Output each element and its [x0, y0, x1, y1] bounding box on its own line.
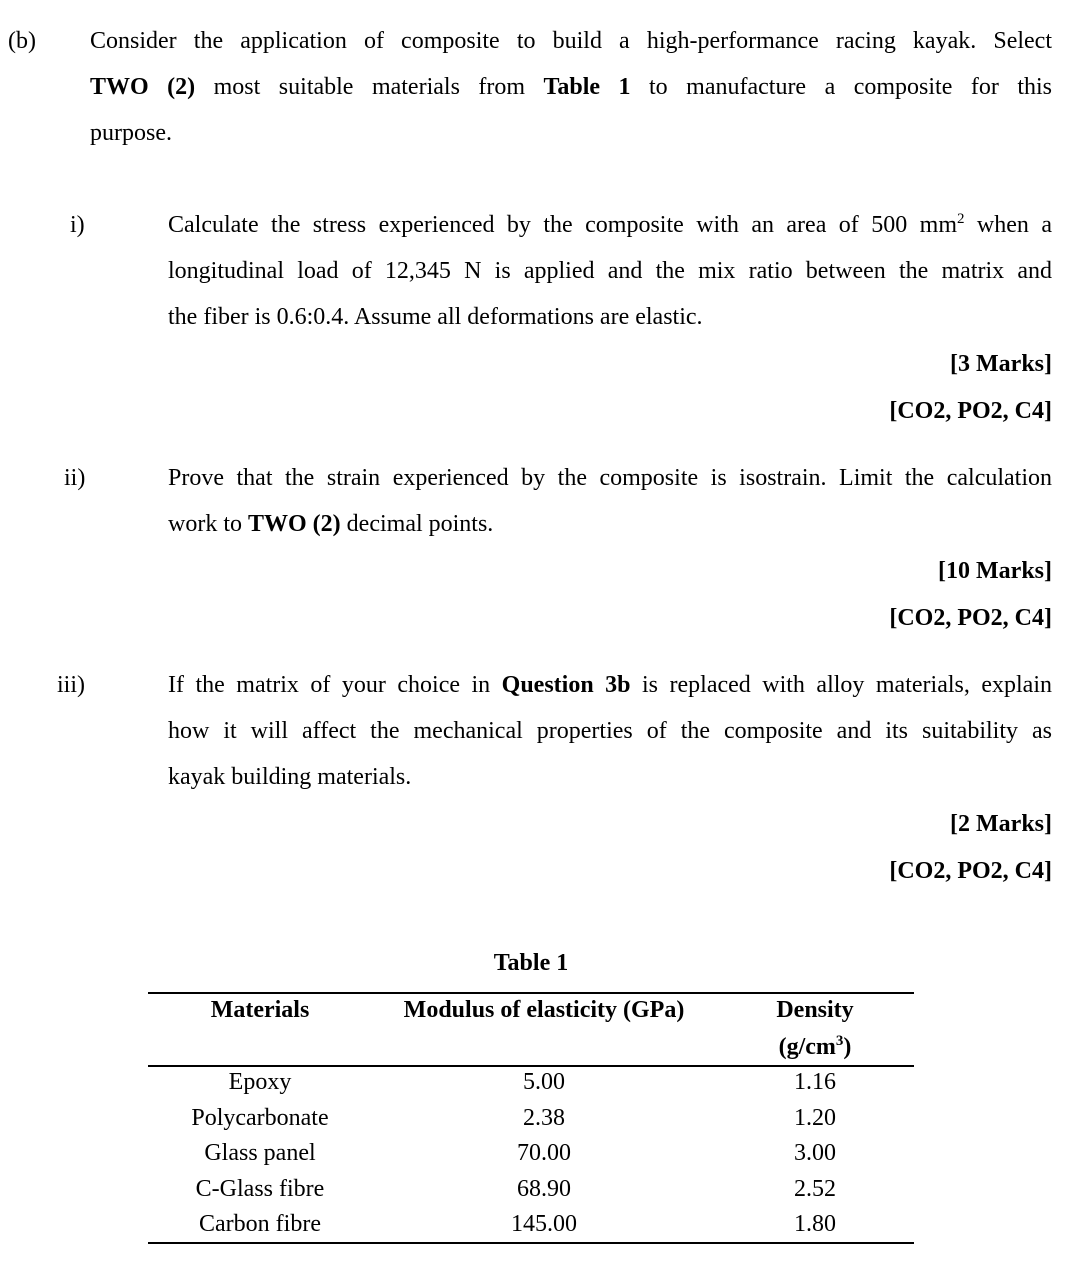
cell-material: Epoxy	[228, 1069, 292, 1095]
question-label-iii: iii)	[57, 672, 85, 698]
cell-density: 1.16	[794, 1069, 836, 1095]
part-b-line-3: purpose.	[90, 120, 172, 146]
cell-density: 2.52	[794, 1176, 836, 1202]
bold-text: TWO (2)	[248, 511, 341, 537]
cell-density: 1.80	[794, 1211, 836, 1237]
part-b-line-1: Consider the application of composite to build a high-performance racing kayak. Select	[90, 28, 1052, 54]
part-b-line-2: TWO (2) most suitable materials from Table 1 to manufacture a composite for this	[90, 74, 1053, 100]
q1-line-3: the fiber is 0.6:0.4. Assume all deformations are elastic.	[168, 304, 703, 330]
cell-modulus: 2.38	[523, 1105, 565, 1131]
cell-modulus: 145.00	[511, 1211, 577, 1237]
q2-marks: [10 Marks]	[938, 558, 1052, 584]
q3-course-outcome: [CO2, PO2, C4]	[889, 858, 1052, 884]
table-caption: Table 1	[493, 950, 569, 976]
question-label-i: i)	[70, 212, 85, 238]
q1-marks: [3 Marks]	[950, 351, 1052, 377]
q3-marks: [2 Marks]	[950, 811, 1052, 837]
q3-line-1: If the matrix of your choice in Question 3b is replaced with alloy materials, explain	[168, 672, 1052, 698]
cell-modulus: 70.00	[517, 1140, 571, 1166]
header-modulus: Modulus of elasticity (GPa)	[403, 997, 685, 1023]
cell-material: Polycarbonate	[191, 1105, 329, 1131]
q1-line-1: Calculate the stress experienced by the composite with an area of 500 $mm^2$ when a	[168, 211, 1053, 238]
question-label-ii: ii)	[64, 465, 86, 491]
cell-modulus: 5.00	[523, 1069, 565, 1095]
header-density: Density	[776, 997, 854, 1023]
bold-text: Question 3b	[501, 672, 631, 698]
cell-modulus: 68.90	[517, 1176, 571, 1202]
cell-material: Carbon fibre	[199, 1211, 321, 1237]
q2-course-outcome: [CO2, PO2, C4]	[889, 605, 1052, 631]
q3-line-2: how it will affect the mechanical properties of the composite and its suitability as	[168, 718, 1052, 744]
table-top-rule	[148, 992, 914, 994]
bold-text: TWO (2)	[90, 74, 196, 100]
q2-line-1: Prove that the strain experienced by the composite is isostrain. Limit the calculation	[168, 465, 1052, 491]
cell-density: 3.00	[794, 1140, 836, 1166]
part-label: (b)	[8, 28, 36, 54]
cell-material: C-Glass fibre	[195, 1176, 325, 1202]
header-materials: Materials	[210, 997, 310, 1023]
q3-line-3: kayak building materials.	[168, 764, 412, 790]
header-density-unit: $(g/cm^3)$	[778, 1033, 852, 1060]
q1-line-2: longitudinal load of 12,345 N is applied and the mix ratio between the matrix and	[168, 258, 1052, 284]
bold-text: Table 1	[543, 74, 631, 100]
table-bottom-rule	[148, 1242, 914, 1244]
q2-line-2: work to TWO (2) decimal points.	[168, 511, 494, 537]
cell-density: 1.20	[794, 1105, 836, 1131]
q1-course-outcome: [CO2, PO2, C4]	[889, 398, 1052, 424]
cell-material: Glass panel	[204, 1140, 316, 1166]
